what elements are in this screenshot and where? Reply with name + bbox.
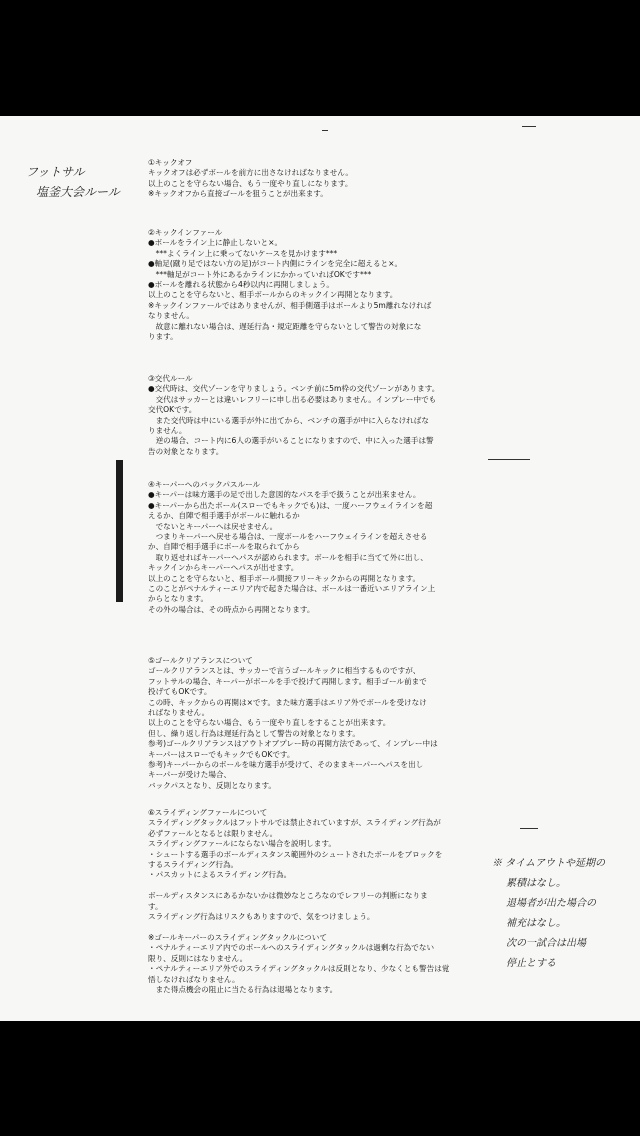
- section-back-pass-rule: [148, 480, 483, 615]
- section-line: 投げてもOKです。: [148, 687, 212, 697]
- handwritten-note-line: 停止とする: [506, 958, 556, 969]
- section-line: 交代はサッカーとは違いレフリーに申し出る必要はありません。インプレー中でも: [148, 394, 437, 404]
- section-line: ***よくライン上に乗ってないケースを見かけます***: [148, 248, 338, 258]
- section-line: 悟しなければなりません。: [148, 974, 240, 984]
- handwritten-note-line: ※ タイムアウトや延期の: [492, 858, 605, 869]
- scan-mark: [522, 126, 536, 127]
- section-line: つまりキーパーへ戻せる場合は、一度ボールをハーフウェイラインを超えさせる: [148, 532, 428, 542]
- section-title: ②キックインファール: [148, 228, 223, 237]
- section-line: ※キックオフから直接ゴールを狙うことが出来ます。: [148, 189, 328, 199]
- section-line: また得点機会の阻止に当たる行為は退場となります。: [148, 984, 338, 994]
- scan-mark: [520, 828, 538, 829]
- section-line: りません。: [148, 426, 187, 436]
- section-line: ・ペナルティーエリア内でのボールへのスライディングタックルは過剰な行為でない: [148, 943, 435, 953]
- section-line: でないとキーパーへは戻せません。: [148, 521, 278, 531]
- section-line: 取り返せればキーパーへパスが認められます。ボールを相手に当てて外に出し、: [148, 552, 428, 562]
- section-line: 逆の場合、コート内に6人の選手がいることになりますので、中に入った選手は警: [148, 436, 434, 446]
- section-line: ればなりません。: [148, 708, 210, 718]
- section-line: スライディングファールにならない場合を説明します。: [148, 839, 336, 849]
- handwritten-note-line: 累積はなし。: [506, 878, 566, 889]
- section-line: ●交代時は、交代ゾーンを守りましょう。ベンチ前に5m枠の交代ゾーンがあります。: [148, 384, 440, 394]
- section-line: 但し、繰り返し行為は遅延行為として警告の対象となります。: [148, 728, 361, 738]
- section-line: ●ボールをライン上に静止しないと×。: [148, 238, 283, 248]
- section-line: 以上のことを守らないと、相手ボール間接フリーキックからの再開となります。: [148, 573, 421, 583]
- scan-mark: [322, 130, 328, 131]
- handwritten-title: [26, 162, 120, 202]
- section-line: キックオフは必ずボールを前方に出さなければなりません。: [148, 168, 353, 178]
- section-line: ゴールクリアランスとは、サッカーで言うゴールキックに相当するものですが、: [148, 666, 421, 676]
- section-line: ※ゴールキーパーのスライディングタックルについて: [148, 932, 327, 942]
- section-line: キーパーはスローでもキックでもOKです。: [148, 749, 295, 759]
- section-goal-clearance: [148, 656, 483, 791]
- section-line: 参考)ゴールクリアランスはアウトオブプレー時の再開方法であって、インプレー中は: [148, 739, 438, 749]
- section-line: か、自陣で相手選手にボールを取られてから: [148, 542, 300, 552]
- section-line: このことがペナルティーエリア内で起きた場合は、ボールは一番近いエリアライン上: [148, 584, 436, 594]
- section-line: フットサルの場合、キーパーがボールを手で投げて再開します。相手ゴール前まで: [148, 676, 427, 686]
- section-line: 以上のことを守らない場合、もう一度やり直しになります。: [148, 178, 353, 188]
- section-line: 以上のことを守らないと、相手ボールからのキックイン再開となります。: [148, 290, 398, 300]
- section-line: ボールディスタンスにあるかないかは微妙なところなのでレフリーの判断になりま: [148, 891, 428, 901]
- section-line: キックインからキーパーへパスが出せます。: [148, 563, 299, 573]
- section-line: ●キーパーから出たボール(スローでもキックでも)は、一度ハーフウェイラインを超: [148, 500, 433, 510]
- section-kick-in-foul: [148, 228, 483, 342]
- scan-mark: [488, 459, 530, 460]
- section-line: 交代OKです。: [148, 405, 197, 415]
- handwritten-note-line: 退場者が出た場合の: [506, 898, 596, 909]
- handwritten-note: [492, 854, 605, 974]
- section-title: ⑥スライディングファールについて: [148, 808, 268, 817]
- section-title: ①キックオフ: [148, 158, 193, 167]
- section-line: 参考)キーパーからのボールを味方選手が受けて、そのままキーパーへパスを出し: [148, 760, 424, 770]
- section-title: ③交代ルール: [148, 374, 193, 383]
- section-substitution-rule: [148, 374, 483, 457]
- section-line: ・シュートする選手のボールディスタンス範囲外のシュートされたボールをブロックを: [148, 849, 443, 859]
- section-line: ・ペナルティーエリア外でのスライディングタックルは反則となり、少なくとも警告は覚: [148, 964, 450, 974]
- section-line: 限り、反則にはなりません。: [148, 953, 248, 963]
- section-line: す。: [148, 901, 163, 911]
- section-line: [148, 922, 483, 932]
- handwritten-title-line: フットサル: [26, 165, 85, 179]
- section-line: スライディングタックルはフットサルでは禁止されていますが、スライディング行為が: [148, 818, 441, 828]
- section-line: ※キックインファールではありませんが、相手側選手はボールより5m離れなければ: [148, 300, 432, 310]
- section-line: バックパスとなり、反則となります。: [148, 780, 277, 790]
- section-line: キーパーが受けた場合、: [148, 770, 232, 780]
- section-line: ●キーパーは味方選手の足で出した意図的なパスを手で扱うことが出来ません。: [148, 490, 421, 500]
- section-line: 必ずファールとなるとは限りません。: [148, 828, 278, 838]
- section-line: からとなります。: [148, 594, 209, 604]
- section-line: ***軸足がコート外にあるかラインにかかっていればOKです***: [148, 269, 372, 279]
- section-line: 故意に離れない場合は、遅延行為・規定距離を守らないとして警告の対象にな: [148, 321, 422, 331]
- section-line: えるか、自陣で相手選手がボールに触れるか: [148, 511, 300, 521]
- section-line: その外の場合は、その時点から再開となります。: [148, 604, 315, 614]
- scanned-document-page: [0, 116, 640, 1021]
- section-line: スライディング行為はリスクもありますので、気をつけましょう。: [148, 912, 375, 922]
- section-line: 以上のことを守らない場合、もう一度やり直しをすることが出来ます。: [148, 718, 391, 728]
- handwritten-note-line: 補充はなし。: [506, 918, 566, 929]
- section-line: この時、キックからの再開は×です。また味方選手はエリア外でボールを受けなけ: [148, 697, 427, 707]
- section-title: ⑤ゴールクリアランスについて: [148, 656, 253, 665]
- section-line: [148, 881, 483, 891]
- section-line: するスライディング行為。: [148, 860, 239, 870]
- section-kickoff: [148, 158, 483, 200]
- handwritten-note-line: 次の一試合は出場: [506, 938, 586, 949]
- black-margin-bar: [116, 460, 123, 602]
- section-title: ④キーパーへのバックパスルール: [148, 480, 261, 489]
- section-line: ります。: [148, 332, 178, 342]
- section-sliding-foul: [148, 808, 483, 995]
- section-line: 告の対象となります。: [148, 446, 224, 456]
- section-line: ●軸足(蹴り足ではない方の足)がコート内側にラインを完全に超えると×。: [148, 259, 403, 269]
- section-line: ・パスカットによるスライディング行為。: [148, 870, 292, 880]
- section-line: ●ボールを離れる状態から4秒以内に再開しましょう。: [148, 280, 334, 290]
- handwritten-title-line: 塩釜大会ルール: [36, 185, 120, 199]
- section-line: また交代時は中にいる選手が外に出てから、ベンチの選手が中に入らなければな: [148, 415, 429, 425]
- section-line: なりません。: [148, 311, 195, 321]
